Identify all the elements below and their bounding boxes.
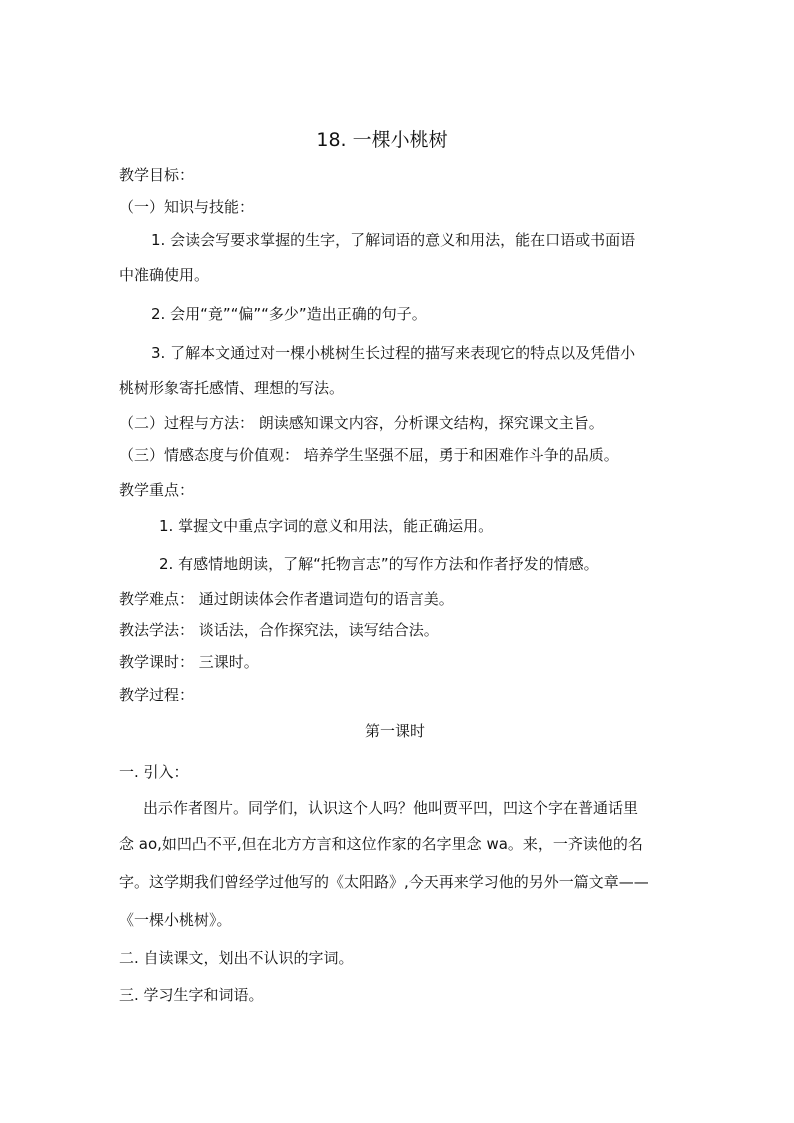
step2: 二. 自读课文，划出不认识的字词。 <box>119 949 354 967</box>
goal1-item3-line2: 桃树形象寄托感情、理想的写法。 <box>119 379 345 397</box>
methods: 教法学法： 谈话法，合作探究法，读写结合法。 <box>119 621 439 639</box>
goal1-item2: 2. 会用“竟”“偏”“多少”造出正确的句子。 <box>151 305 427 323</box>
step1-line3: 字。这学期我们曾经学过他写的《太阳路》,今天再来学习他的另外一篇文章—— <box>119 873 649 891</box>
key-item2: 2. 有感情地朗读，了解“托物言志”的写作方法和作者抒发的情感。 <box>159 555 599 573</box>
step3: 三. 学习生字和词语。 <box>119 986 264 1004</box>
step1-line2: 念 ao,如凹凸不平,但在北方方言和这位作家的名字里念 wa。来，一齐读他的名 <box>119 835 643 853</box>
hours: 教学课时： 三课时。 <box>119 653 259 671</box>
goal1-item3-line1: 3. 了解本文通过对一棵小桃树生长过程的描写来表现它的特点以及凭借小 <box>151 344 636 362</box>
key-item1: 1. 掌握文中重点字词的意义和用法，能正确运用。 <box>159 517 494 535</box>
goal3: （三）情感态度与价值观： 培养学生坚强不屈，勇于和困难作斗争的品质。 <box>119 446 619 464</box>
step1-line4: 《一棵小桃树》。 <box>119 911 232 929</box>
goal1-item1-line1: 1. 会读会写要求掌握的生字，了解词语的意义和用法，能在口语或书面语 <box>151 231 636 249</box>
process-label: 教学过程： <box>119 686 195 704</box>
goals-label: 教学目标： <box>119 166 195 184</box>
step1-line1: 出示作者图片。同学们，认识这个人吗？他叫贾平凹，凹这个字在普通话里 <box>143 799 639 817</box>
goal2: （二）过程与方法： 朗读感知课文内容，分析课文结构，探究课文主旨。 <box>119 414 604 432</box>
goal1-item1-line2: 中准确使用。 <box>119 266 210 284</box>
difficulty: 教学难点： 通过朗读体会作者遣词造句的语言美。 <box>119 590 454 608</box>
lesson1-heading: 第一课时 <box>364 722 425 740</box>
document-title: 18. 一棵小桃树 <box>316 129 448 151</box>
step1-heading: 一. 引入： <box>119 763 189 781</box>
goal1-heading: （一）知识与技能： <box>119 198 255 216</box>
key-label: 教学重点： <box>119 481 195 499</box>
